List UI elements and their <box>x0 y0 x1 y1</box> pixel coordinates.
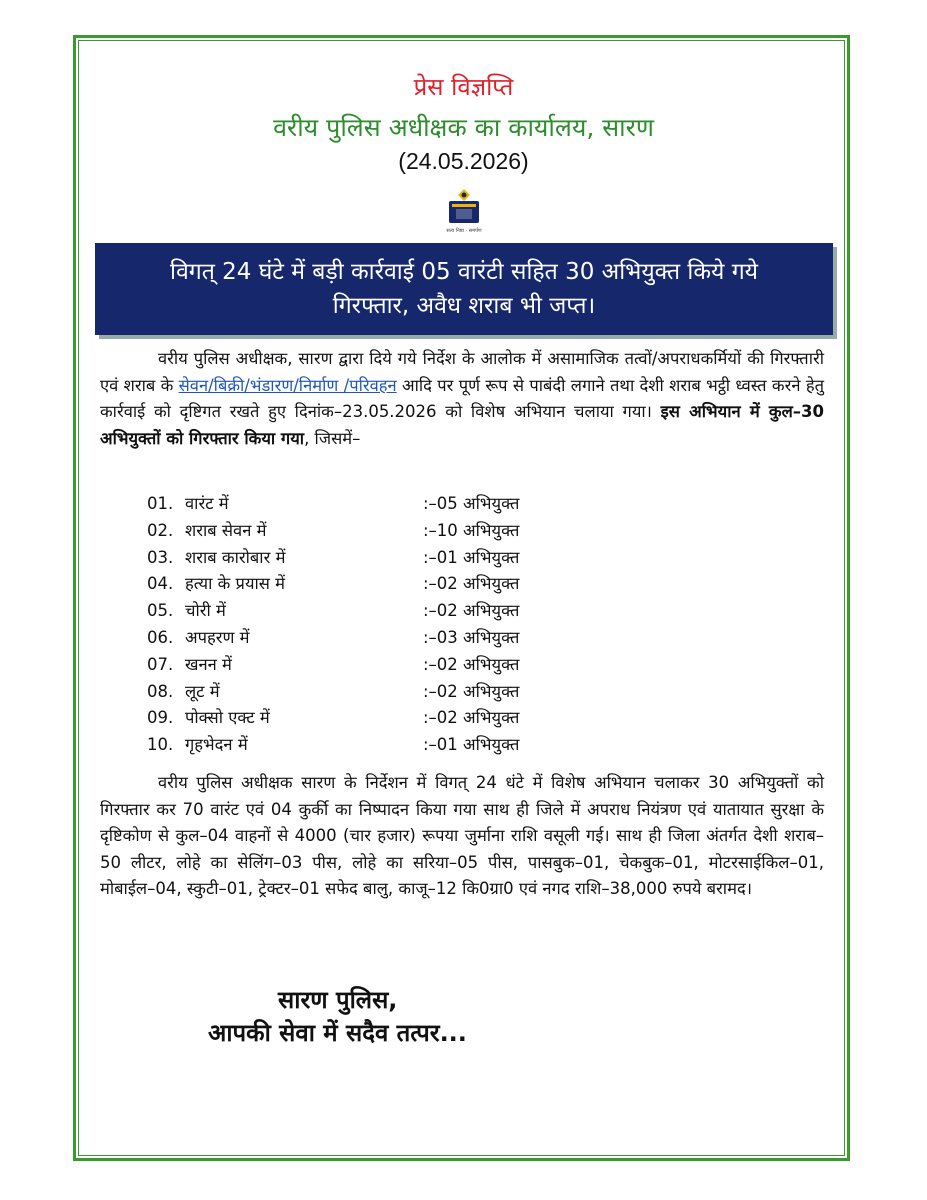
list-item-num: 05. <box>147 601 174 621</box>
headline-line-1: विगत् 24 घंटे में बड़ी कार्रवाई 05 वारंटी सहित 30 अभियुक्त किये गये <box>170 259 758 285</box>
summary-paragraph: वरीय पुलिस अधीक्षक सारण के निर्देशन में विगत् 24 धंटे में विशेष अभियान चलाकर 30 अभियुक्तों को गिरफ्तार कर 70 वारंट एवं 04 कुर्की का निष्पादन किया गया साथ ही जिले में अपराध नियंत्रण एवं यातायात सुरक्षा के दृष्टिकोण से कुल–04 वाहनों से 4000 (चार हजार) रूपया जुर्माना राशि वसूली गई। साथ ही जिला अंतर्गत देशी शराब–50 लीटर, लोहे का सेलिंग–03 पीस, लोहे का सरिया–05 पीस, पासबुक–01, चेकबुक–01, मोटरसाईकिल–01, मोबाईल–04, स्कुटी–01, ट्रेक्टर–01 सफेद बालु, काजू–12 कि0ग्रा0 एवं नगद राशि–38,000 रुपये बरामद। <box>100 773 824 898</box>
office-name: वरीय पुलिस अधीक्षक का कार्यालय, सारण <box>273 113 654 142</box>
list-item-num: 04. <box>147 574 174 594</box>
list-item-num: 02. <box>147 520 174 540</box>
headline-line-2: गिरफ्तार, अवैध शराब भी जप्त। <box>332 293 596 319</box>
list-item-value: :–01 अभियुक्त <box>423 547 520 567</box>
intro-bold: इस अभियान में कुल–30 अभियुक्तों को गिरफ्तार किया गया <box>100 402 825 448</box>
list-item-value: :–03 अभियुक्त <box>423 628 520 647</box>
list-item-value: :–02 अभियुक्त <box>423 708 520 728</box>
intro-text-a: वरीय पुलिस अधीक्षक, सारण द्वारा दिये गये निर्देश के आलोक में असामाजिक तत्वों/अपराधकर्मियों की गिरफ्तारी एवं शराब के <box>100 349 824 395</box>
press-release-title: प्रेस विज्ञप्ति <box>413 73 514 101</box>
list-item-value: :–02 अभियुक्त <box>423 601 520 621</box>
list-item-num: 06. <box>147 628 174 647</box>
list-item-num: 08. <box>147 681 174 701</box>
list-item-label: शराब सेवन में <box>185 520 267 540</box>
list-item-label: शराब कारोबार में <box>185 547 286 567</box>
list-item-value: :–10 अभियुक्त <box>423 520 520 540</box>
intro-text-c: , जिसमें– <box>304 428 361 448</box>
list-item-value: :–02 अभियुक्त <box>423 654 520 674</box>
signature-line-2: आपकी सेवा में सदैव तत्पर... <box>208 1019 467 1047</box>
list-item-label: चोरी में <box>185 601 226 621</box>
list-item-num: 09. <box>147 708 174 728</box>
list-item-label: अपहरण में <box>185 628 250 647</box>
list-item-num: 01. <box>147 494 174 513</box>
release-date: (24.05.2026) <box>398 148 529 174</box>
list-item-label: लूट में <box>185 681 220 701</box>
list-item-label: हत्या के प्रयास में <box>185 574 286 594</box>
intro-highlight: सेवन/बिक्री/भंडारण/निर्माण /परिवहन <box>178 375 397 395</box>
list-item-num: 07. <box>147 654 174 674</box>
signature-line-1: सारण पुलिस, <box>278 986 398 1014</box>
list-item-label: वारंट में <box>185 494 229 513</box>
list-item-value: :–05 अभियुक्त <box>423 494 520 513</box>
list-item-value: :–01 अभियुक्त <box>423 735 520 755</box>
emblem-caption: सत्य निष्ठा · समर्पण <box>446 228 482 234</box>
list-item-num: 10. <box>147 735 174 755</box>
list-item-num: 03. <box>147 547 174 567</box>
bihar-police-emblem-icon <box>444 188 484 226</box>
list-item-label: पोक्सो एक्ट में <box>185 708 270 728</box>
intro-text-b: आदि पर पूर्ण रूप से पाबंदी लगाने तथा देशी शराब भट्ठी ध्वस्त करने हेतु कार्रवाई को दृष्टिगत रखते हुए दिनांक–23.05.2026 को विशेष अभियान चलाया गया। <box>100 375 824 421</box>
list-item-label: खनन में <box>185 654 232 674</box>
headline-banner <box>95 243 833 335</box>
list-item-value: :–02 अभियुक्त <box>423 574 520 594</box>
intro-paragraph <box>100 346 824 452</box>
list-item-value: :–02 अभियुक्त <box>423 681 520 701</box>
list-item-label: गृहभेदन में <box>185 735 248 755</box>
